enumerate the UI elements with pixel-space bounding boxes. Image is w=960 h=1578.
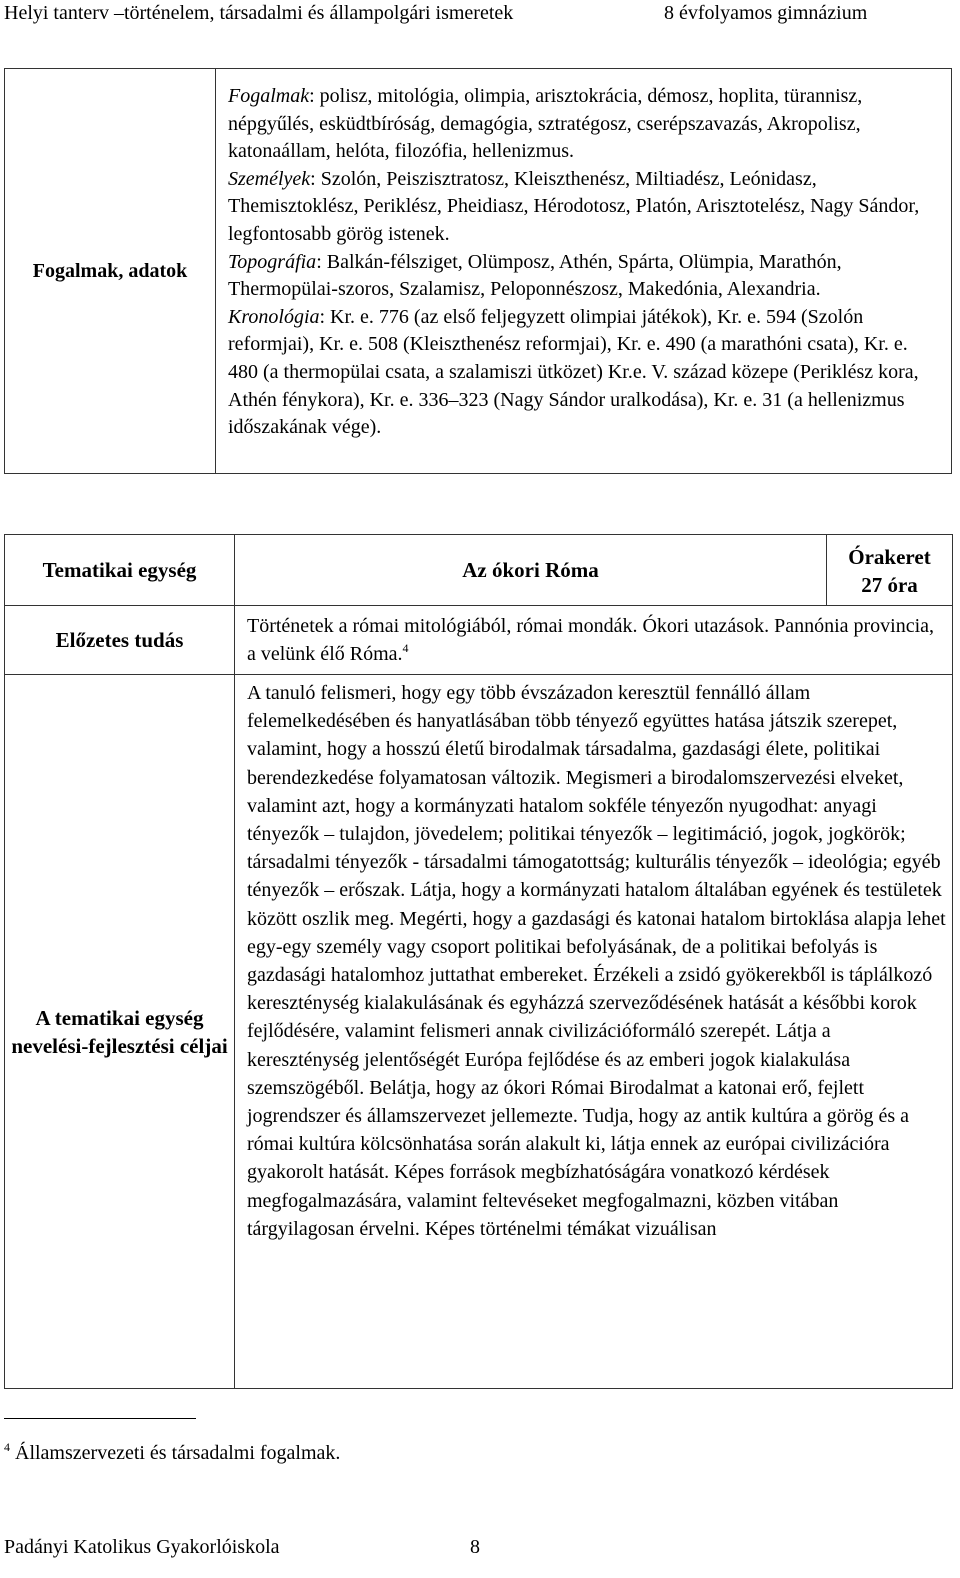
- footnote: [4, 1442, 340, 1465]
- page-header: [0, 0, 960, 30]
- fogalmak-text: : polisz, mitológia, olimpia, arisztokrácia, démosz, hoplita, türannisz, népgyűlés, esküdtbíróság, demagógia, sztratégosz, cserépszavazás, Akropolisz, katonaállam, helóta, filozófia, hellenizmus.: [228, 85, 863, 163]
- kronologia-label: Kronológia: [228, 305, 320, 328]
- unit-title: Az ókori Róma: [235, 535, 827, 606]
- footnote-text: Államszervezeti és társadalmi fogalmak.: [15, 1442, 341, 1464]
- footer-school-name: Padányi Katolikus Gyakorlóiskola: [4, 1536, 280, 1558]
- hours-value: 27 óra: [861, 573, 918, 597]
- footnote-ref: 4: [402, 641, 409, 655]
- topografia-text: : Balkán-félsziget, Olümposz, Athén, Spárta, Olümpia, Marathón, Thermopülai-szoros, Szalamisz, Peloponnészosz, Makedónia, Alexandria.: [228, 250, 842, 301]
- prior-knowledge-text: Történetek a római mitológiából, római mondák. Ókori utazások. Pannónia provincia, a velünk élő Róma.: [247, 614, 935, 665]
- kronologia-text: : Kr. e. 776 (az első feljegyzett olimpiai játékok), Kr. e. 594 (Szolón reformjai), Kr. e. 508 (Kleiszthenész reformjai), Kr. e. 490 (a marathóni csata), Kr. e. 480 (a thermopülai csata, a szalamiszi ütközet) Kr.e. V. század közepe (Periklész kora, Athén fénykora), Kr. e. 336–323 (Nagy Sándor uralkodása), Kr. e. 31 (a hellenizmus időszakának vége).: [228, 305, 919, 439]
- szemelyek-text: : Szolón, Peiszisztratosz, Kleiszthenész, Miltiadész, Leónidasz, Themisztoklész, Periklész, Pheidiasz, Hérodotosz, Platón, Arisztotelész, Nagy Sándor, legfontosabb görög istenek.: [228, 167, 920, 245]
- concepts-label: Fogalmak, adatok: [5, 69, 216, 474]
- development-goals-label: A tematikai egység nevelési-fejlesztési céljai: [5, 675, 235, 1389]
- header-school-type: 8 évfolyamos gimnázium: [664, 2, 868, 24]
- thematic-unit-label: Tematikai egység: [5, 535, 235, 606]
- development-goals-text: A tanuló felismeri, hogy egy több évszázadon keresztül fennálló állam felemelkedésében és hanyatlásában több tényező együttes hatása játszik szerepet, valamint, hogy a hosszú életű birodalmak társadalma, gazdasági élete, politikai berendezkedése folyamatosan változik. Megismeri a birodalomszervezési elveket, valamint azt, hogy a kormányzati hatalom sokféle tényezőn nyugodhat: anyagi tényezők – tulajdon, jövedelem; politikai tényezők – legitimáció, jogok, jogkörök; társadalmi tényezők - társadalmi támogatottság; kulturális tényezők – ideológia; egyéb tényezők – erőszak. Látja, hogy a kormányzati hatalom általában egyének és testületek között oszlik meg. Megérti, hogy a gazdasági és katonai hatalom birtoklása alapja lehet egy-egy személy vagy csoport politikai befolyásának, de a politikai befolyás is gazdasági hatalomhoz juttathat embereket. Érzékeli a zsidó gyökerekből is táplálkozó kereszténység kialakulásának és egyházzá szerveződésének hatását a későbbi korok fejlődésére, valamint felismeri annak civilizációformáló szerepét. Látja a kereszténység jelentőségét Európa fejlődése és az emberi jogok kialakulása szemszögéből. Belátja, hogy az ókori Római Birodalmat a katonai erő, fejlett jogrendszer és államszervezet jellemezte. Tudja, hogy az antik kultúra a görög és a római kultúra kölcsönhatása során alakult ki, látja ennek az európai civilizációra gyakorolt hatását. Képes források megbízhatóságára vonatkozó kérdések megfogalmazására, valamint feltevéseket megfogalmazni, közben vitában tárgyilagosan érvelni. Képes történelmi témákat vizuálisan: [235, 675, 953, 1389]
- prior-knowledge-content: [235, 606, 953, 675]
- szemelyek-label: Személyek: [228, 167, 311, 190]
- hours-cell: [827, 535, 953, 606]
- header-curriculum-title: Helyi tanterv –történelem, társadalmi és állampolgári ismeretek: [4, 2, 514, 24]
- footnote-number: 4: [4, 1440, 10, 1454]
- prior-knowledge-label: Előzetes tudás: [5, 606, 235, 675]
- page-number: 8: [470, 1536, 480, 1558]
- footnote-separator: [4, 1418, 196, 1419]
- concepts-table: [4, 68, 952, 474]
- fogalmak-label: Fogalmak: [228, 85, 310, 107]
- topografia-label: Topográfia: [228, 250, 317, 273]
- thematic-unit-table: [4, 534, 953, 1389]
- hours-label: Órakeret: [848, 545, 931, 569]
- concepts-content: [216, 69, 952, 474]
